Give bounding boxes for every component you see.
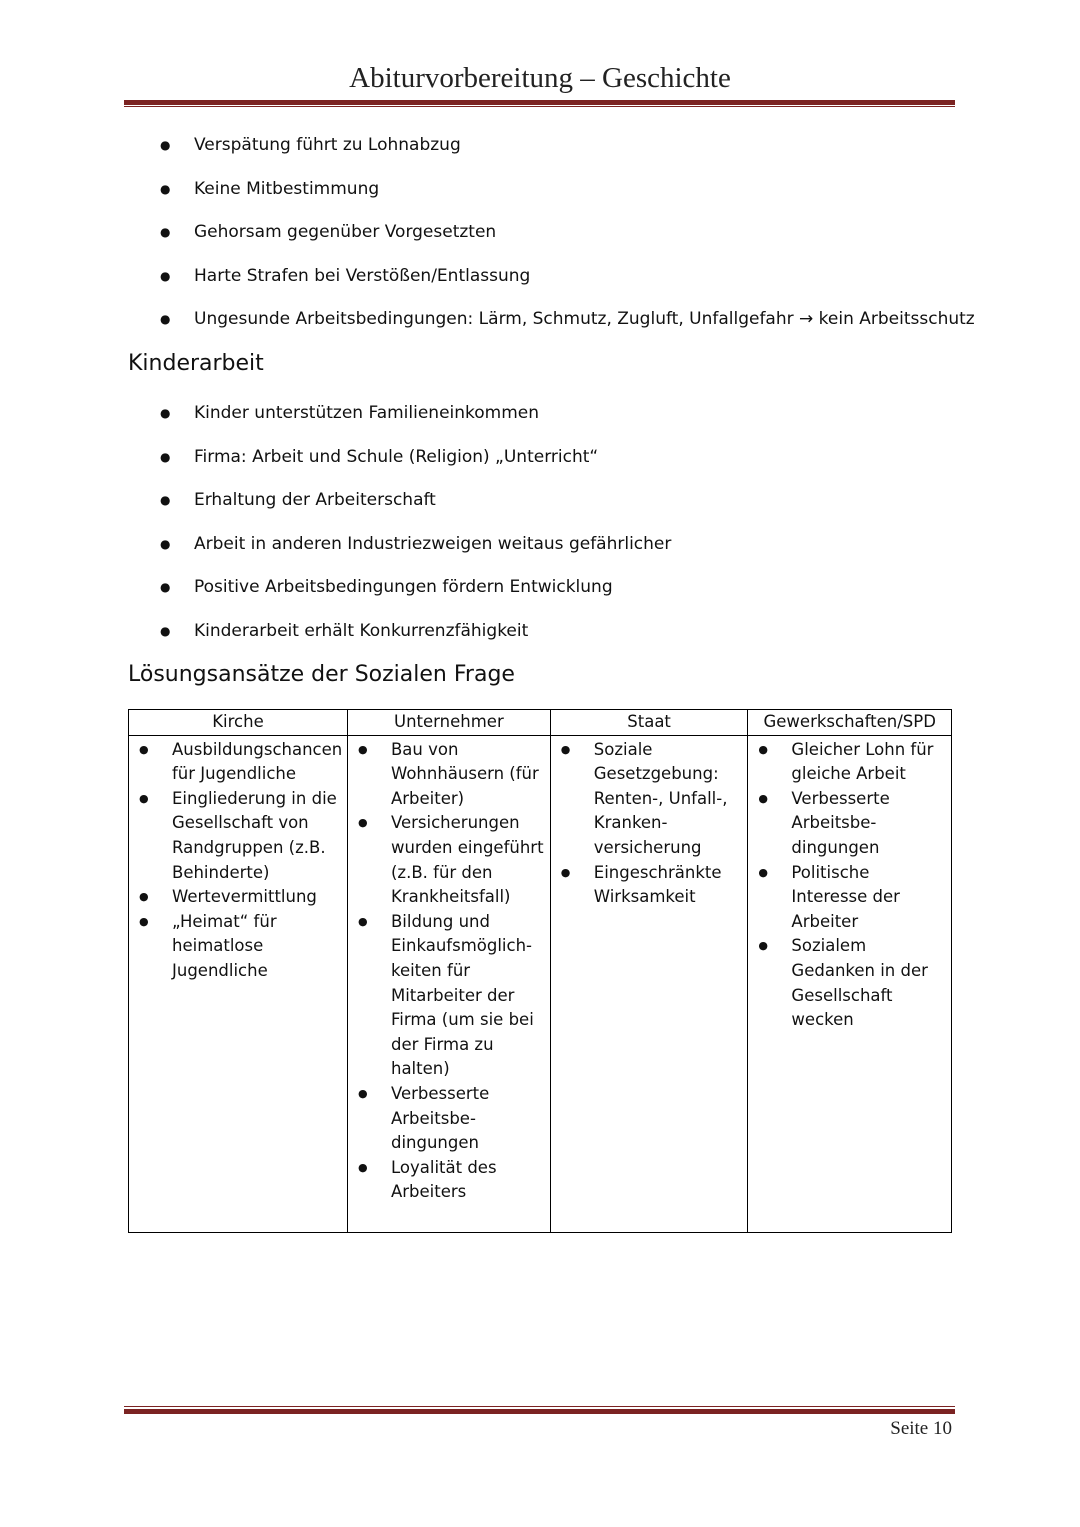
column-header-gewerkschaften: Gewerkschaften/SPD	[748, 710, 952, 736]
list-item: ● Verbesserte Arbeitsbe-dingungen	[758, 787, 947, 861]
column-header-kirche: Kirche	[129, 710, 348, 736]
list-item: ● Erhaltung der Arbeiterschaft	[160, 489, 671, 533]
list-item: ● Ausbildungschancen für Jugendliche	[139, 738, 343, 787]
kinderarbeit-list	[160, 402, 671, 664]
list-item: ● Versicherungen wurden eingeführt (z.B. für den Krankheitsfall)	[358, 811, 546, 909]
page-header-title: Abiturvorbereitung – Geschichte	[349, 62, 731, 94]
column-header-unternehmer: Unternehmer	[347, 710, 550, 736]
list-item: ● Sozialem Gedanken in der Gesellschaft wecken	[758, 934, 947, 1032]
list-item: ● Bau von Wohnhäusern (für Arbeiter)	[358, 738, 546, 812]
list-item: ● Harte Strafen bei Verstößen/Entlassung	[160, 265, 975, 309]
list-item: ● Verbesserte Arbeitsbe-dingungen	[358, 1082, 546, 1156]
list-item: ● Verspätung führt zu Lohnabzug	[160, 134, 975, 178]
solutions-table	[128, 709, 952, 1233]
page-number: Seite 10	[890, 1418, 952, 1439]
list-item: ● Ungesunde Arbeitsbedingungen: Lärm, Schmutz, Zugluft, Unfallgefahr → kein Arbeitsschutz	[160, 308, 975, 352]
list-item: ● Kinderarbeit erhält Konkurrenzfähigkeit	[160, 620, 671, 664]
section-title-kinderarbeit: Kinderarbeit	[128, 351, 264, 376]
list-item: ● Eingeschränkte Wirksamkeit	[561, 861, 744, 910]
section-title-loesungsansaetze: Lösungsansätze der Sozialen Frage	[128, 662, 515, 687]
column-header-staat: Staat	[550, 710, 748, 736]
cell-kirche	[129, 735, 348, 1232]
list-item: ● Soziale Gesetzgebung: Renten-, Unfall-, Kranken-versicherung	[561, 738, 744, 861]
cell-unternehmer	[347, 735, 550, 1232]
list-item: ● Arbeit in anderen Industriezweigen weitaus gefährlicher	[160, 533, 671, 577]
list-item: ● „Heimat“ für heimatlose Jugendliche	[139, 910, 343, 984]
list-item: ● Firma: Arbeit und Schule (Religion) „Unterricht“	[160, 446, 671, 490]
list-item: ● Loyalität des Arbeiters	[358, 1156, 546, 1205]
list-item: ● Gleicher Lohn für gleiche Arbeit	[758, 738, 947, 787]
list-item: ● Eingliederung in die Gesellschaft von Randgruppen (z.B. Behinderte)	[139, 787, 343, 885]
list-item: ● Positive Arbeitsbedingungen fördern Entwicklung	[160, 576, 671, 620]
list-item: ● Politische Interesse der Arbeiter	[758, 861, 947, 935]
list-item: ● Gehorsam gegenüber Vorgesetzten	[160, 221, 975, 265]
cell-gewerkschaften	[748, 735, 952, 1232]
header-rule	[124, 100, 955, 107]
list-item: ● Keine Mitbestimmung	[160, 178, 975, 222]
work-conditions-list	[160, 134, 975, 352]
list-item: ● Bildung und Einkaufsmöglich-keiten für Mitarbeiter der Firma (um sie bei der Firma zu halten)	[358, 910, 546, 1082]
cell-staat	[550, 735, 748, 1232]
list-item: ● Kinder unterstützen Familieneinkommen	[160, 402, 671, 446]
list-item: ● Wertevermittlung	[139, 885, 343, 910]
footer-rule	[124, 1406, 955, 1414]
